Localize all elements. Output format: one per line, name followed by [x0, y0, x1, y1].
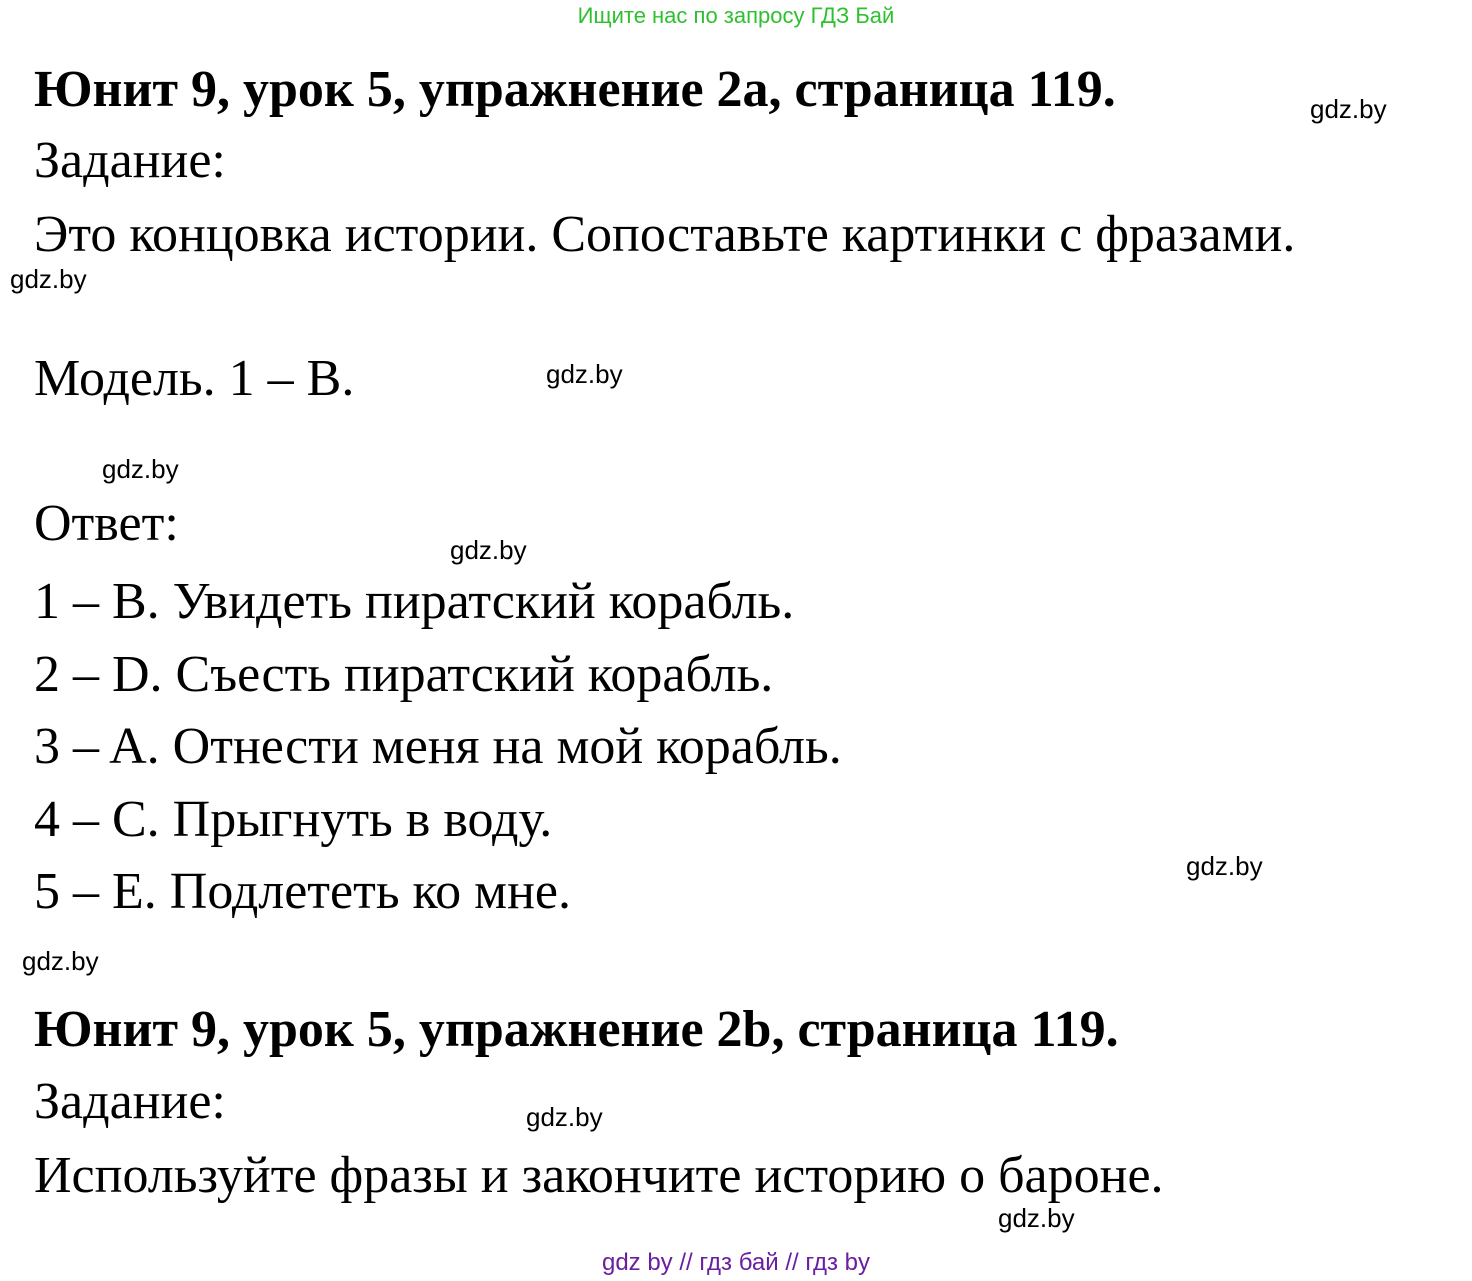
watermark: gdz.by	[102, 454, 179, 484]
watermark: gdz.by	[526, 1102, 603, 1132]
watermark: gdz.by	[10, 264, 87, 294]
exercise-2a-model: Модель. 1 – B.	[34, 350, 355, 407]
answer-item: 5 – E. Подлететь ко мне.	[34, 863, 571, 920]
watermark: gdz.by	[998, 1203, 1075, 1233]
exercise-2b-task-text: Используйте фразы и закончите историю о бароне.	[34, 1147, 1164, 1204]
search-banner: Ищите нас по запросу ГДЗ Бай	[577, 3, 895, 28]
exercise-2a-answer-label: Ответ:	[34, 495, 179, 552]
answer-item: 4 – C. Прыгнуть в воду.	[34, 790, 553, 848]
exercise-2a-heading: Юнит 9, урок 5, упражнение 2a, страница 119.	[34, 61, 1116, 118]
answer-item: 1 – B. Увидеть пиратский корабль.	[34, 573, 795, 630]
exercise-2b-task-label: Задание:	[34, 1073, 226, 1130]
watermark: gdz.by	[1310, 94, 1387, 124]
watermark: gdz.by	[22, 946, 99, 976]
answer-item: 2 – D. Съесть пиратский корабль.	[34, 645, 774, 703]
answer-list	[34, 566, 842, 929]
watermark: gdz.by	[450, 535, 527, 565]
exercise-2a-task-label: Задание:	[34, 132, 226, 189]
exercise-2b-heading: Юнит 9, урок 5, упражнение 2b, страница 119.	[34, 1001, 1119, 1058]
watermark: gdz.by	[546, 359, 623, 389]
answer-item: 3 – A. Отнести меня на мой корабль.	[34, 718, 842, 775]
exercise-2a-task-text: Это концовка истории. Сопоставьте картинки с фразами.	[34, 206, 1296, 263]
watermark: gdz.by	[1186, 851, 1263, 881]
footer-links: gdz by // гдз бай // гдз by	[601, 1249, 871, 1276]
